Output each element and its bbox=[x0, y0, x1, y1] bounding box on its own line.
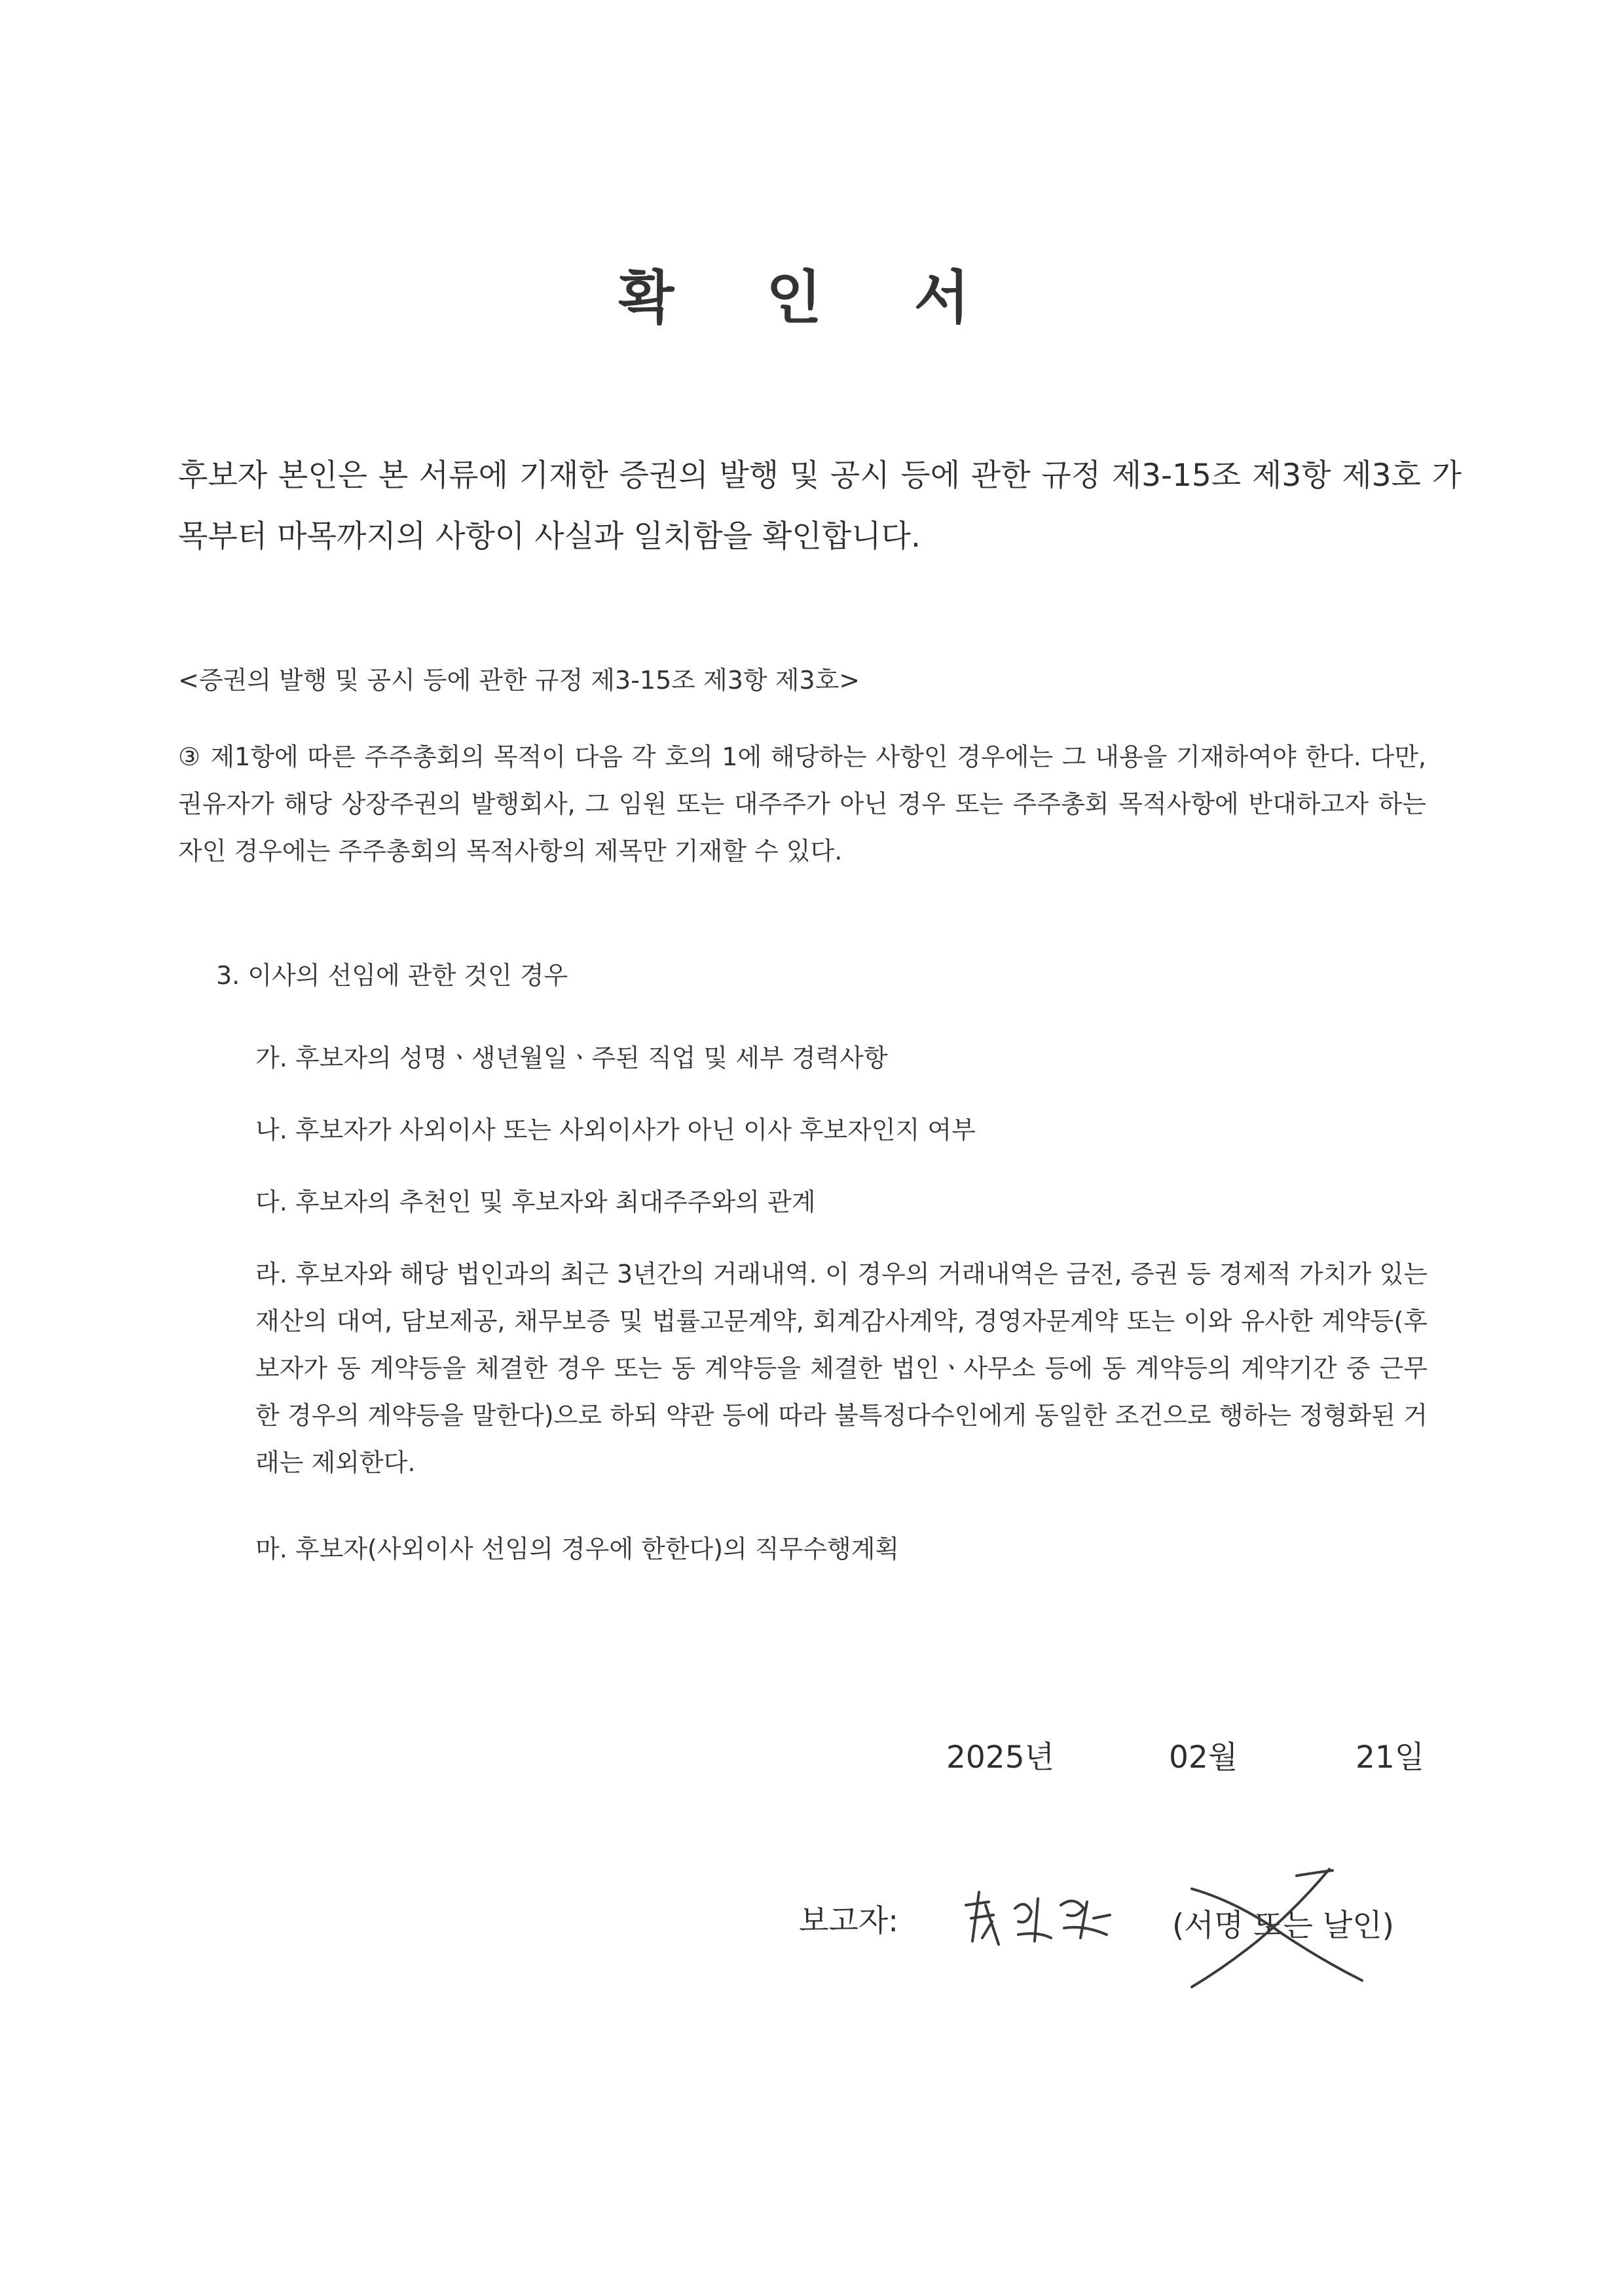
date-year: 2025년 bbox=[946, 1740, 1055, 1776]
paragraph-3: ③ 제1항에 따른 주주총회의 목적이 다음 각 호의 1에 해당하는 사항인 경우에는 그 내용을 기재하여야 한다. 다만, 권유자가 해당 상장주권의 발행회사, 그 임원 또는 대주주가 아닌 경우 또는 주주총회 목적사항에 반대하고자 하는 자인 경우에는 주주총회의 목적사항의 제목만 기재할 수 있다. bbox=[178, 742, 1426, 866]
date-month: 02월 bbox=[1169, 1740, 1238, 1776]
sub-item-na: 나. 후보자가 사외이사 또는 사외이사가 아닌 이사 후보자인지 여부 bbox=[255, 1116, 976, 1144]
date-day: 21일 bbox=[1356, 1740, 1425, 1776]
sub-item-ra: 라. 후보자와 해당 법인과의 최근 3년간의 거래내역. 이 경우의 거래내역은 금전, 증권 등 경제적 가치가 있는 재산의 대여, 담보제공, 채무보증 및 법률고문계약, 회계감사계약, 경영자문계약 또는 이와 유사한 계약등(후보자가 동 계약등을 체결한 경우 또는 동 계약등을 체결한 법인ㆍ사무소 등에 동 계약등의 계약기간 중 근무한 경우의 계약등을 말한다)으로 하되 약관 등에 따라 불특정다수인에게 동일한 조건으로 행하는 정형화된 거래는 제외한다. bbox=[255, 1260, 1428, 1477]
signature-or-seal-note: (서명 또는 날인) bbox=[1172, 1908, 1394, 1944]
handwritten-cross-mark bbox=[1179, 1863, 1375, 1994]
item-3-director-election: 3. 이사의 선임에 관한 것인 경우 bbox=[216, 961, 568, 990]
sub-item-da: 다. 후보자의 추천인 및 후보자와 최대주주와의 관계 bbox=[255, 1188, 816, 1216]
reporter-label: 보고자: bbox=[799, 1903, 899, 1939]
confirmation-statement: 후보자 본인은 본 서류에 기재한 증권의 발행 및 공시 등에 관한 규정 제3-15조 제3항 제3호 가목부터 마목까지의 사항이 사실과 일치함을 확인합니다. bbox=[178, 458, 1462, 555]
document-title: 확 인 서 bbox=[618, 264, 1006, 331]
handwritten-signature bbox=[953, 1879, 1123, 1958]
sub-item-ga: 가. 후보자의 성명ㆍ생년월일ㆍ주된 직업 및 세부 경력사항 bbox=[255, 1044, 888, 1072]
sub-item-ma: 마. 후보자(사외이사 선임의 경우에 한한다)의 직무수행계획 bbox=[255, 1535, 900, 1563]
regulation-reference-heading: <증권의 발행 및 공시 등에 관한 규정 제3-15조 제3항 제3호> bbox=[178, 666, 860, 695]
